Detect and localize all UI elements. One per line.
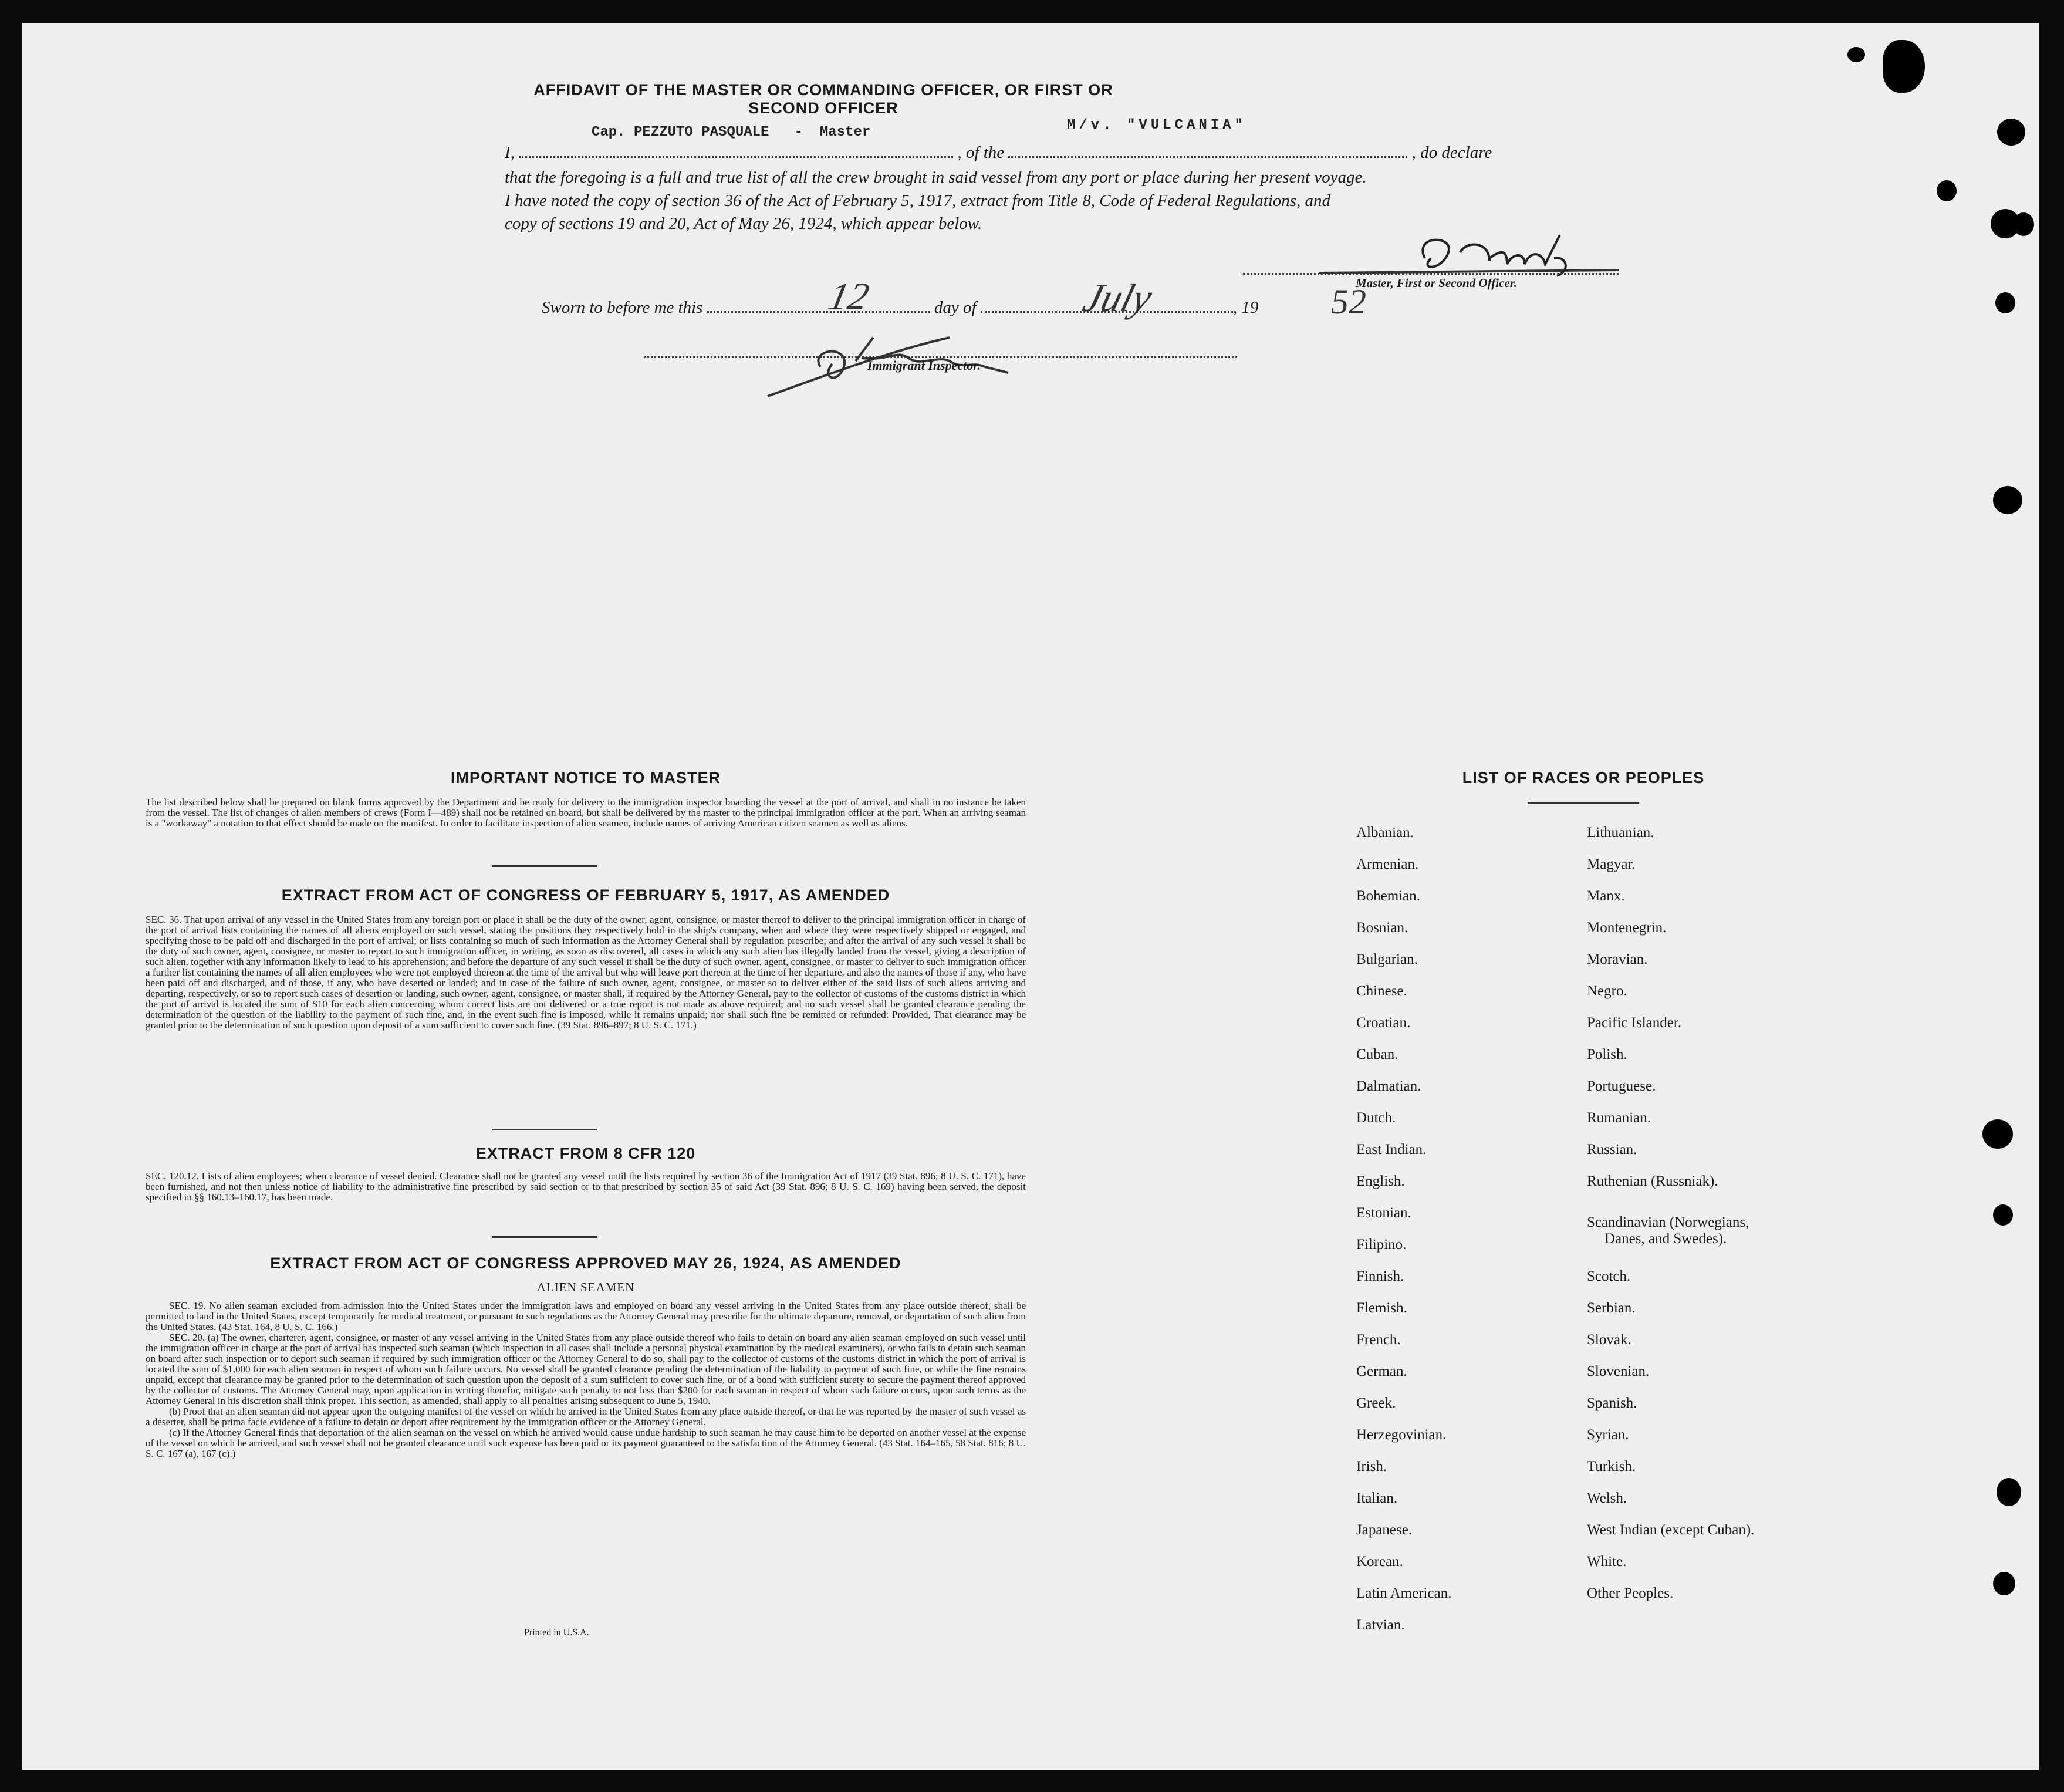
declare-label: , do declare — [1411, 143, 1492, 162]
document-page — [22, 23, 2039, 1770]
punch-hole — [1883, 40, 1925, 93]
sworn-line — [542, 298, 1422, 318]
race-left: Korean. — [1356, 1554, 1403, 1570]
race-left: Filipino. — [1356, 1237, 1407, 1253]
master-dotline — [1243, 273, 1619, 275]
race-right: Syrian. — [1587, 1427, 1629, 1443]
affidavit-title: AFFIDAVIT OF THE MASTER OR COMMANDING OFFICER, OR FIRST OR SECOND OFFICER — [533, 81, 1113, 117]
race-left: Dutch. — [1356, 1110, 1396, 1126]
extract-1924-subtitle: ALIEN SEAMEN — [536, 1280, 635, 1294]
race-right: Negro. — [1587, 983, 1627, 999]
race-right: Pacific Islander. — [1587, 1015, 1682, 1031]
sec-20b-text: (b) Proof that an alien seaman did not appear upon the outgoing manifest of the vessel on which he arrived in the United States from any place outside thereof, or that he was reported by the master of such vessel as a deserter, shall be prima facie evidence of a failure to detain or deport after requirement by the immigration officer or the Attorney General. — [146, 1406, 1026, 1427]
race-left: Bulgarian. — [1356, 951, 1418, 967]
race-left: Herzegovinian. — [1356, 1427, 1447, 1443]
day-of-label: day of — [934, 298, 977, 317]
sec-20c-text: (c) If the Attorney General finds that deportation of the alien seaman on the vessel on which he arrived would cause undue hardship to such seaman he may cause him to be deported on another vessel at the expense of the vessel on which he arrived, and such vessel shall not be granted clearance until such expense has been paid or its payment guaranteed to the satisfaction of the Attorney General. (43 Stat. 164–165, 58 Stat. 816; 8 U. S. C. 167 (a), 167 (c).) — [146, 1427, 1026, 1459]
race-left: Bosnian. — [1356, 920, 1408, 936]
race-right: Lithuanian. — [1587, 825, 1654, 841]
race-right: Other Peoples. — [1587, 1585, 1674, 1601]
sec-19-text: SEC. 19. No alien seaman excluded from admission into the United States under the immigration laws and employed on board any vessel arriving in the United States from any place outside thereof, shall be permitted to land in the United States, except temporarily for medical treatment, or pursuant to such regulations as the Attorney General may prescribe for the ultimate departure, removal, or deportation of such alien from the United States. (43 Stat. 164, 8 U. S. C. 166.) — [146, 1300, 1026, 1332]
race-right: Scotch. — [1587, 1268, 1631, 1284]
extract-1917-body: SEC. 36. That upon arrival of any vessel in the United States from any foreign port or place it shall be the duty of the owner, agent, consignee, or master thereof to deliver to the principal immigration officer in charge of the port of arrival lists containing the names of all aliens employed on such vessel, stating the positions they respectively hold in the ship's company, when and where they were respectively shipped or engaged, and specifying those to be paid off and discharged in the port of arrival; or lists containing so much of such information as the Attorney General shall by regulation prescribe; and after the arrival of any such vessel it shall be the duty of such owner, agent, consignee, or master to report to such immigration officer, in writing, as soon as discovered, all cases in which any such alien has illegally landed from the vessel, giving a description of such alien, together with any information likely to lead to his apprehension; and before the departure of any such vessel it shall be the duty of such owner, agent, consignee, or master to deliver to such immigration officer a further list containing the names of all alien employees who were not employed thereon at the time of the arrival but who will leave port thereon at the time of her departure, and also the names of those if any, who have been paid off and discharged, and of those, if any, who have deserted or landed; and in case of the failure of such owner, agent, consignee, or master so to deliver either of the said lists of such aliens arriving and departing, respectively, or so to report such cases of desertion or landing, such owner, agent, consignee, or master shall, if required by the Attorney General, pay to the collector of customs of the customs district in which the port of arrival is located the sum of $10 for each alien concerning whom correct lists are not delivered or a true report is not made as above required; and no such vessel shall be granted clearance pending the determination of the question of the liability to the payment of such fine, and, in the event such fine is imposed, while it remains unpaid; nor shall such fine be remitted or refunded: Provided, That clearance may be granted prior to the determination of such question upon deposit of a sum sufficient to cover such fine. (39 Stat. 896–897; 8 U. S. C. 171.) — [146, 914, 1026, 1031]
typed-vessel-name: M/v. "VULCANIA" — [1067, 117, 1247, 133]
extract-cfr-title: EXTRACT FROM 8 CFR 120 — [475, 1145, 696, 1162]
race-right: Manx. — [1587, 888, 1625, 904]
notice-title: IMPORTANT NOTICE TO MASTER — [451, 769, 721, 787]
punch-hole — [1937, 180, 1957, 201]
race-left: Croatian. — [1356, 1015, 1411, 1031]
race-right: West Indian (except Cuban). — [1587, 1522, 1755, 1538]
race-left: Irish. — [1356, 1459, 1387, 1474]
extract-1917-title: EXTRACT FROM ACT OF CONGRESS OF FEBRUARY 5, 1917, AS AMENDED — [281, 886, 890, 904]
typed-master-name: Cap. PEZZUTO PASQUALE - Master — [592, 124, 871, 140]
handwritten-month: July — [1078, 275, 1157, 320]
divider-2 — [492, 1129, 597, 1130]
race-left: Greek. — [1356, 1395, 1396, 1411]
notice-body: The list described below shall be prepared on blank forms approved by the Department and be ready for delivery to the immigration inspector boarding the vessel at the port of arrival, and shall in no instance be taken from the vessel. The list of changes of alien members of crews (Form I—489) shall not be retained on board, but shall be delivered by the master to the principal immigration officer at the port. When an arriving seaman is a "workaway" a notation to that effect should be made on the manifest. In order to facilitate inspection of alien seamen, include names of arriving American citizen seamen as well as aliens. — [146, 797, 1026, 829]
race-left: Armenian. — [1356, 856, 1419, 872]
race-right: Rumanian. — [1587, 1110, 1651, 1126]
race-right: Slovak. — [1587, 1332, 1631, 1348]
race-left: Flemish. — [1356, 1300, 1407, 1316]
races-divider — [1528, 802, 1639, 804]
extract-cfr-body: SEC. 120.12. Lists of alien employees; when clearance of vessel denied. Clearance shall not be granted any vessel until the lists required by section 36 of the Immigration Act of 1917 (39 Stat. 896; 8 U. S. C. 171), have been furnished, and not then unless notice of liability to the administrative fine prescribed by said section or to that prescribed by section 35 of said Act (39 Stat. 896; 8 U. S. C. 169) having been served, the deposit specified in §§ 160.13–160.17, has been made. — [146, 1170, 1026, 1203]
race-right: Slovenian. — [1587, 1364, 1650, 1379]
of-the-label: , of the — [957, 143, 1005, 162]
race-left: German. — [1356, 1364, 1407, 1379]
race-left: East Indian. — [1356, 1142, 1427, 1157]
race-left: Finnish. — [1356, 1268, 1404, 1284]
punch-hole — [1997, 119, 2025, 146]
race-right: Welsh. — [1587, 1490, 1627, 1506]
race-right: Russian. — [1587, 1142, 1637, 1157]
affidavit-line-4: copy of sections 19 and 20, Act of May 26, 1924, which appear below. — [505, 214, 982, 233]
race-right: Ruthenian (Russniak). — [1587, 1173, 1718, 1189]
race-left: Albanian. — [1356, 825, 1414, 841]
master-caption: Master, First or Second Officer. — [1356, 276, 1517, 290]
race-left: Latvian. — [1356, 1617, 1405, 1633]
punch-hole — [1993, 1572, 2015, 1595]
punch-hole — [1993, 1204, 2013, 1226]
divider-3 — [492, 1236, 597, 1238]
handwritten-day: 12 — [825, 275, 873, 318]
punch-hole — [1847, 47, 1865, 62]
punch-hole — [1995, 292, 2015, 313]
race-left: Estonian. — [1356, 1205, 1411, 1221]
affidavit-line-1 — [505, 143, 1631, 163]
punch-hole — [2013, 212, 2034, 236]
race-left: English. — [1356, 1173, 1405, 1189]
race-left: Chinese. — [1356, 983, 1407, 999]
sworn-label: Sworn to before me this — [542, 298, 703, 317]
handwritten-year: 52 — [1331, 282, 1366, 321]
race-right: White. — [1587, 1554, 1627, 1570]
race-right: Moravian. — [1587, 951, 1648, 967]
race-right: Spanish. — [1587, 1395, 1637, 1411]
race-right: Scandinavian (Norwegians, — [1587, 1214, 1749, 1230]
punch-hole — [1982, 1119, 2013, 1149]
race-left: Cuban. — [1356, 1047, 1398, 1062]
extract-1924-title: EXTRACT FROM ACT OF CONGRESS APPROVED MAY 26, 1924, AS AMENDED — [270, 1254, 901, 1272]
race-right: Danes, and Swedes). — [1604, 1231, 1727, 1247]
punch-hole — [1997, 1478, 2021, 1506]
race-left: Bohemian. — [1356, 888, 1421, 904]
name-blank — [519, 156, 953, 158]
race-right: Magyar. — [1587, 856, 1636, 872]
race-left: Italian. — [1356, 1490, 1398, 1506]
inspector-caption: Immigrant Inspector. — [867, 358, 981, 373]
year-label: , 19 — [1232, 298, 1259, 317]
sec-20a-text: SEC. 20. (a) The owner, charterer, agent, consignee, or master of any vessel arriving in the United States from any place outside thereof who fails to detain on board any alien seaman employed on such vessel until the immigration officer in charge at the port of arrival has inspected such seaman (which inspection in all cases shall include a personal physical examination by the medical examiners), or who fails to detain such seaman on board after such inspection or to deport such seaman if required by such immigration officer or the Attorney General to do so, shall pay to the collector of customs of the customs district in which the port of arrival is located the sum of $1,000 for each alien seaman in respect of whom such failure occurs. No vessel shall be granted clearance pending the determination of the liability to payment of such fine, or while the fine remains unpaid, except that clearance may be granted prior to the determination of such question upon the deposit of a sum sufficient to cover such fine, or of a bond with sufficient surety to secure the payment thereof approved by the collector of customs. The Attorney General may, upon application in writing therefor, mitigate such penalty to not less than $200 for each seaman in respect of whom such failure occurs, upon such terms as the Attorney General in his discretion shall think proper. This section, as amended, shall apply to all penalties arising subsequent to June 5, 1940. — [146, 1332, 1026, 1406]
race-right: Portuguese. — [1587, 1078, 1656, 1094]
extract-1924-body — [146, 1301, 1026, 1459]
race-right: Turkish. — [1587, 1459, 1636, 1474]
race-left: Japanese. — [1356, 1522, 1413, 1538]
printed-in-usa: Printed in U.S.A. — [524, 1628, 589, 1638]
race-right: Montenegrin. — [1587, 920, 1667, 936]
vessel-blank — [1008, 156, 1407, 158]
punch-hole — [1993, 486, 2022, 514]
race-left: Latin American. — [1356, 1585, 1452, 1601]
race-left: French. — [1356, 1332, 1401, 1348]
affidavit-line-3: I have noted the copy of section 36 of the Act of February 5, 1917, extract from Title 8, Code of Federal Regulations, and — [505, 191, 1331, 210]
divider-1 — [492, 865, 597, 867]
race-left: Dalmatian. — [1356, 1078, 1421, 1094]
race-right: Serbian. — [1587, 1300, 1636, 1316]
day-blank — [707, 311, 930, 313]
race-right: Polish. — [1587, 1047, 1627, 1062]
i-label: I, — [505, 143, 515, 162]
races-title: LIST OF RACES OR PEOPLES — [1462, 769, 1705, 787]
affidavit-line-2: that the foregoing is a full and true list of all the crew brought in said vessel from any port or place during her present voyage. — [505, 168, 1367, 187]
